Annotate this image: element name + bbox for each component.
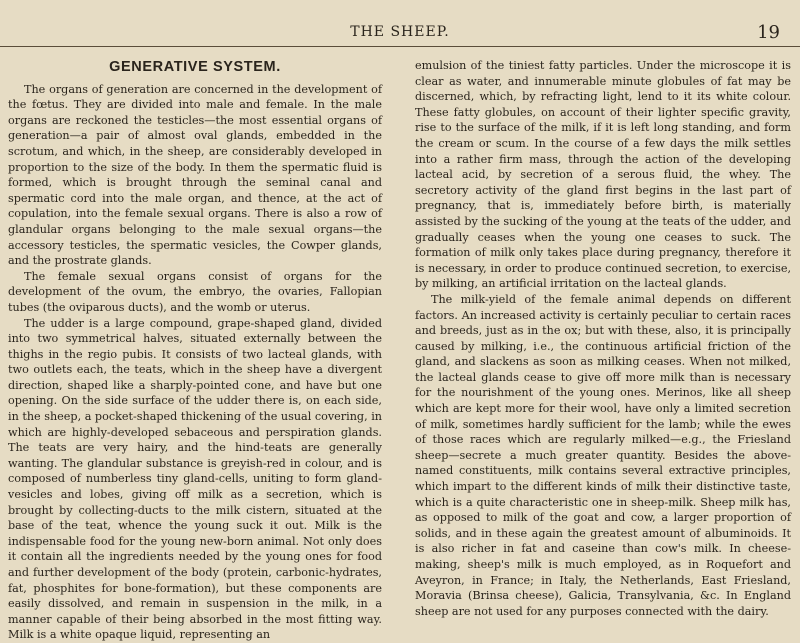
paragraph: emulsion of the tiniest fatty particles. Under the microscope it is clear as water, and innumerable minute globules of fat may be discerned, which, by refracting light, lend to it its white colour. These fatty globules, on account of their lighter specific gravity, rise to the surface of the milk, if it is left long standing, and form the cream or scum. In the course of a few days the milk settles into a rather firm mass, through the action of the developing lacteal acid, by secretion of a serous fluid, the whey. The secretory activity of the gland first begins in the last part of pregnancy, that is, immediately before birth, is materially assisted by the sucking of the young at the teats of the udder, and gradually ceases when the young one ceases to suck. The formation of milk only takes place during pregnancy, therefore it is necessary, in order to produce continued secretion, to exercise, by milking, an artificial irritation on the lacteal glands. xyxy=(415,59,791,291)
running-header xyxy=(0,20,800,42)
page-number: 19 xyxy=(757,22,780,43)
section-heading: GENERATIVE SYSTEM. xyxy=(109,59,281,75)
running-title: THE SHEEP. xyxy=(350,24,450,40)
left-column xyxy=(8,60,382,643)
paragraph: The female sexual organs consist of organs for the development of the ovum, the embryo, the ovaries, Fallopian tubes (the oviparous ducts), and the womb or uterus. xyxy=(8,269,382,314)
paragraph: The milk-yield of the female animal depends on different factors. An increased activity is certainly peculiar to certain races and breeds, just as in the ox; but with these, also, it is principally caused by milking, i.e., the continuous artificial friction of the gland, and slackens as soon as milking ceases. When not milked, the lacteal glands cease to give off more milk than is necessary for the nourishment of the young ones. Merinos, like all sheep which are kept more for their wool, have only a limited secretion of milk, sometimes hardly sufficient for the lamb; while the ewes of those races which are regularly milked—e.g., the Friesland sheep—secrete a much greater quantity. Besides the above-named constituents, milk contains several extractive principles, which impart to the different kinds of milk their distinctive taste, which is a quite characteristic one in sheep-milk. Sheep milk has, as opposed to milk of the goat and cow, a larger proportion of solids, and in these again the greatest amount of albuminoids. It is also richer in fat and caseine than cow's milk. In cheese-making, sheep's milk is much employed, as in Roquefort and Aveyron, in France; in Italy, the Netherlands, East Friesland, Moravia (Brinsa cheese), Galicia, Transylvania, &c. In England sheep are not used for any purposes connected with the dairy. xyxy=(415,292,791,618)
paragraph: The udder is a large compound, grape-shaped gland, divided into two symmetrical halves, situated externally between the thighs in the regio pubis. It consists of two lacteal glands, with two outlets each, the teats, which in the sheep have a divergent direction, shaped like a sharply-pointed cone, and have but one opening. On the side surface of the udder there is, on each side, in the sheep, a pocket-shaped thickening of the usual covering, in which are highly-developed sebaceous and perspiration glands. The teats are very hairy, and the hind-teats are generally wanting. The glandular substance is greyish-red in colour, and is composed of numberless tiny gland-cells, uniting to form gland-vesicles and lobes, giving off milk as a secretion, which is brought by collecting-ducts to the milk cistern, situated at the base of the teat, whence the young suck it out. Milk is the indispensable food for the young new-born animal. Not only does it contain all the ingredients needed by the young ones for food and further development of the body (protein, carbonic-hydrates, fat, phosphites for bone-formation), but these components are easily dissolved, and remain in suspension in the milk, in a manner capable of their being absorbed in the most fitting way. Milk is a white opaque liquid, representing an xyxy=(8,316,382,642)
header-rule xyxy=(0,46,800,47)
right-column xyxy=(415,58,791,619)
paragraph: The organs of generation are concerned in the development of the fœtus. They are divided into male and female. In the male organs are reckoned the testicles—the most essential organs of generation—a pair of almost oval glands, embedded in the scrotum, and which, in the sheep, are considerably developed in proportion to the size of the body. In them the spermatic fluid is formed, which is brought through the seminal canal and spermatic cord into the male organ, and thence, at the act of copulation, into the female sexual organs. There is also a row of glandular organs belonging to the male sexual organs—the accessory testicles, the spermatic vesicles, the Cowper glands, and the prostrate glands. xyxy=(8,82,382,268)
